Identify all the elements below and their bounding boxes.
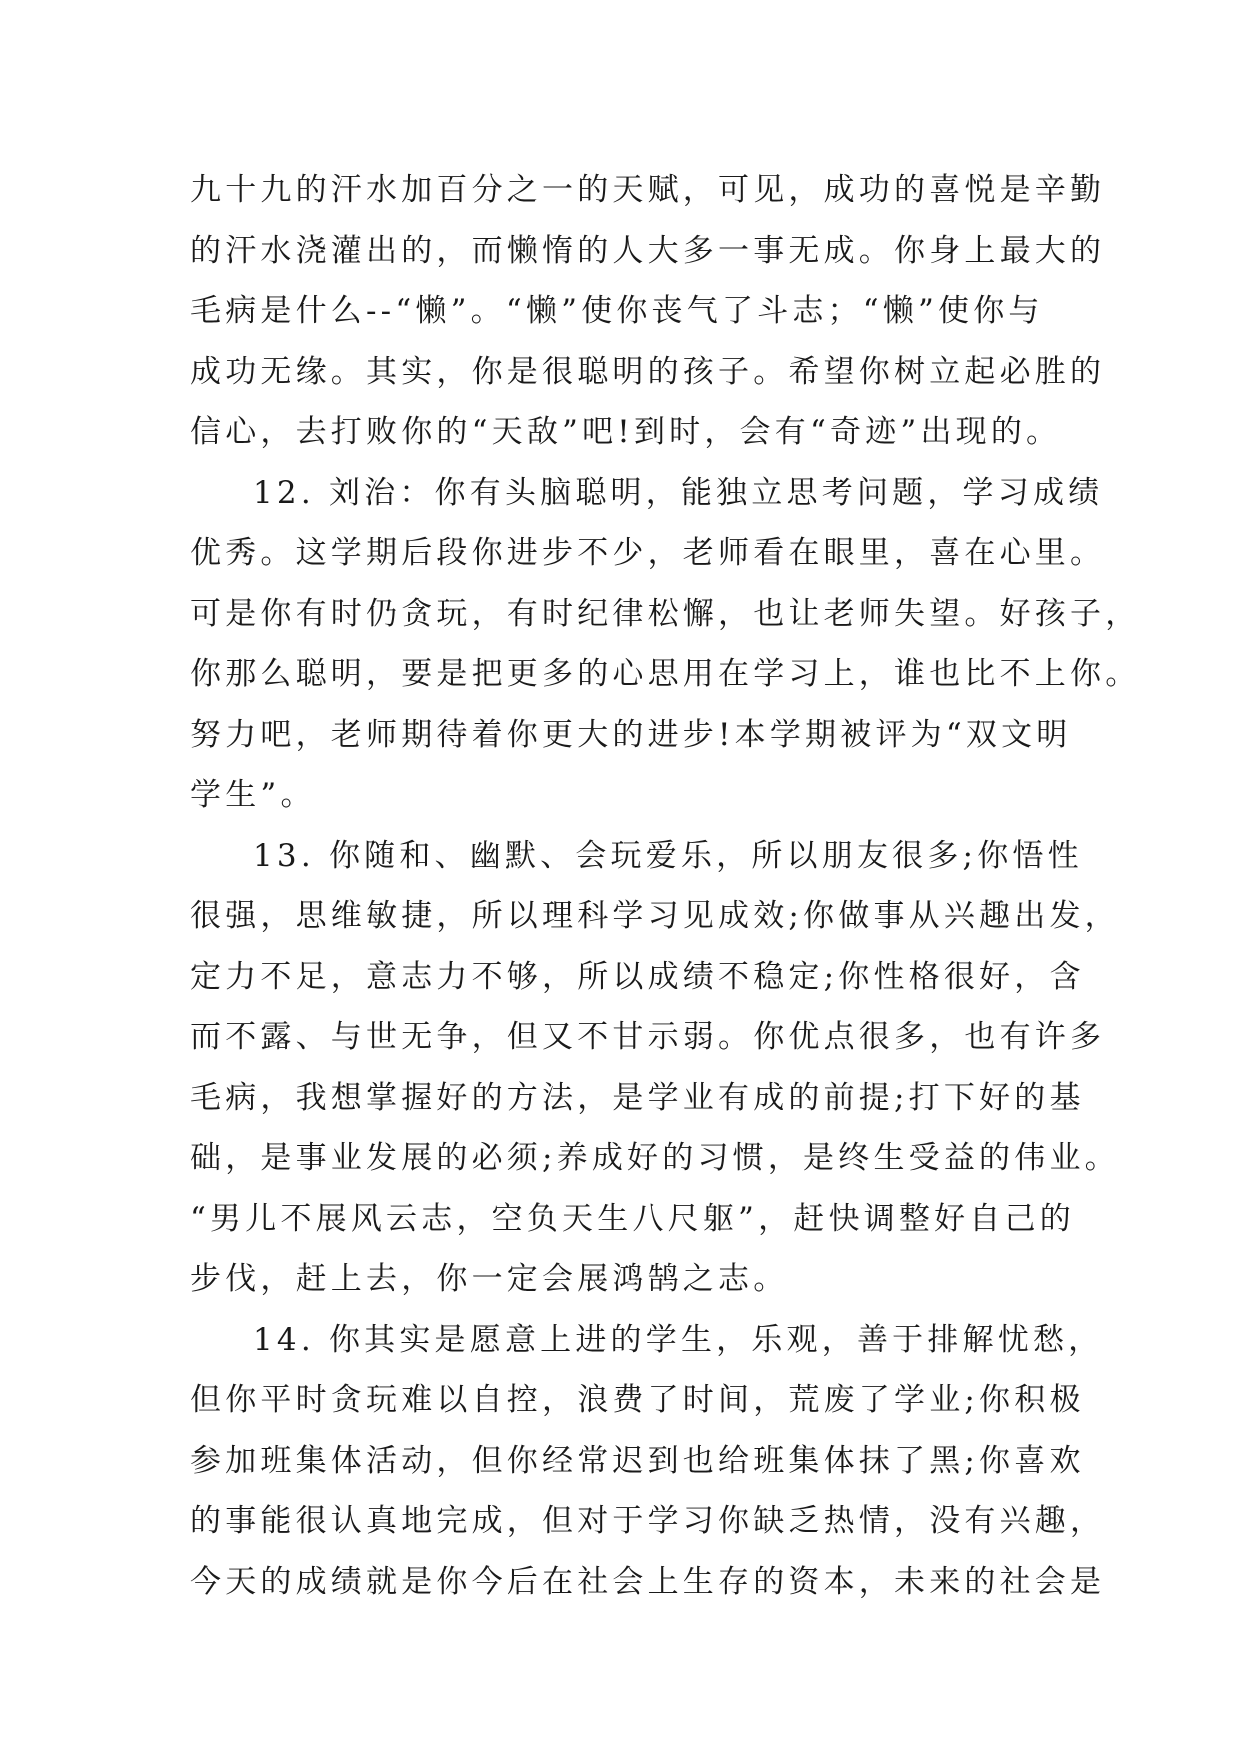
text-line: 今天的成绩就是你今后在社会上生存的资本，未来的社会是: [190, 1563, 1106, 1600]
text-line: 而不露、与世无争，但又不甘示弱。你优点很多，也有许多: [190, 1019, 1106, 1055]
text-line: 定力不足，意志力不够，所以成绩不稳定;你性格很好，含: [190, 958, 1085, 995]
text-line: 信心，去打败你的“天敌”吧!到时，会有“奇迹”出现的。: [190, 414, 1062, 450]
text-line: 但你平时贪玩难以自控，浪费了时间，荒废了学业;你积极: [190, 1382, 1085, 1418]
text-line: 学生”。: [190, 777, 316, 813]
text-line: 础，是事业发展的必须;养成好的习惯，是终生受益的伟业。: [190, 1140, 1120, 1176]
text-line: “男儿不展风云志，空负天生八尺躯”，赶快调整好自己的: [190, 1200, 1075, 1237]
paragraph-14-start: 14. 你其实是愿意上进的学生，乐观，善于排解忧愁，: [253, 1321, 1104, 1358]
text-line: 参加班集体活动，但你经常迟到也给班集体抹了黑;你喜欢: [190, 1442, 1085, 1479]
paragraph-13-start: 13. 你随和、幽默、会玩爱乐，所以朋友很多;你悟性: [253, 837, 1083, 874]
text-line: 九十九的汗水加百分之一的天赋，可见，成功的喜悦是辛勤: [190, 172, 1106, 208]
text-line: 很强，思维敏捷，所以理科学习见成效;你做事从兴趣出发，: [190, 898, 1120, 934]
text-line: 步伐，赶上去，你一定会展鸿鹄之志。: [190, 1261, 789, 1297]
text-line: 毛病，我想掌握好的方法，是学业有成的前提;打下好的基: [190, 1079, 1085, 1116]
text-line: 的汗水浇灌出的，而懒惰的人大多一事无成。你身上最大的: [190, 232, 1106, 269]
paragraph-12-start: 12. 刘治：你有头脑聪明，能独立思考问题，学习成绩: [253, 474, 1104, 511]
text-line: 你那么聪明，要是把更多的心思用在学习上，谁也比不上你。: [190, 656, 1141, 692]
text-line: 努力吧，老师期待着你更大的进步!本学期被评为“双文明: [190, 716, 1072, 753]
text-line: 成功无缘。其实，你是很聪明的孩子。希望你树立起必胜的: [190, 353, 1106, 390]
text-line: 的事能很认真地完成，但对于学习你缺乏热情，没有兴趣，: [190, 1503, 1106, 1539]
body-text: [190, 160, 1141, 1612]
text-line: 毛病是什么--“懒”。“懒”使你丧气了斗志；“懒”使你与: [190, 293, 1044, 329]
text-line: 可是你有时仍贪玩，有时纪律松懈，也让老师失望。好孩子，: [190, 595, 1141, 632]
text-line: 优秀。这学期后段你进步不少，老师看在眼里，喜在心里。: [190, 535, 1106, 571]
